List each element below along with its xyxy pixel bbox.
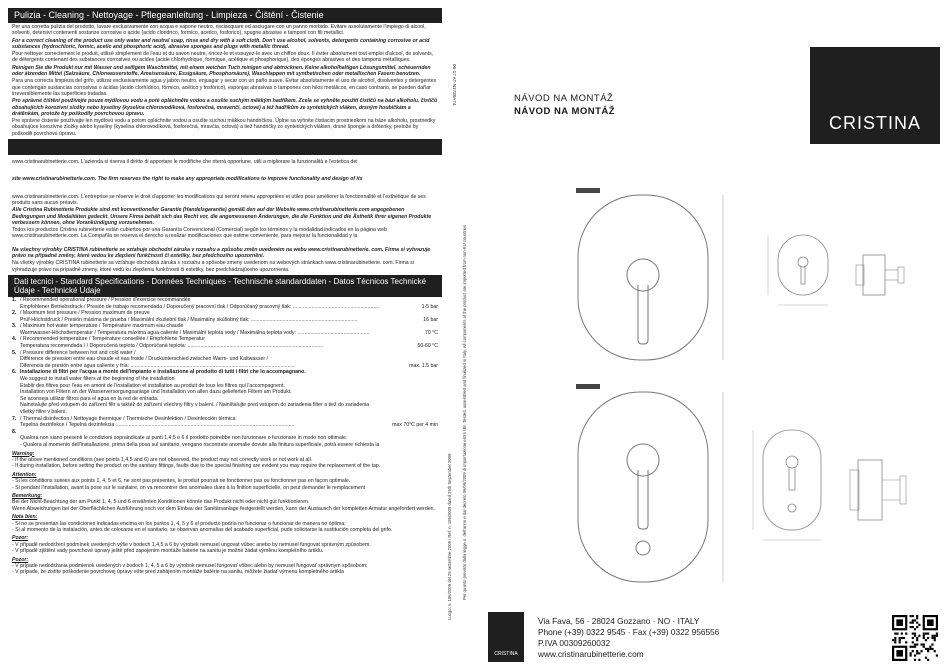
- spec-value: max. 1.5 bar: [409, 362, 438, 369]
- spec-number: [12, 402, 20, 409]
- warranty-header: [8, 139, 442, 155]
- spec-text: - Qualora al momento dell'installazione, prima della posa sul sanitario, vengano riscontrate anomalie dovute alla finitura superficiale, potrà essere richiesta la: [20, 441, 380, 448]
- note-line: - V případě nedodržení podmínek uvedených výše v bodech 1,4,5 a 6 by výrobek nemusel ungovat vůbec anebo by nemusel fungovat správným způsobem.: [12, 541, 371, 548]
- spec-header: Dati tecnici - Standard Specifications - Données Techniques - Technische standarddaten - Datos Técnicos Technické Údaje - Technické Údaje: [8, 275, 442, 297]
- spec-number: [12, 363, 20, 370]
- handle-knob: [627, 444, 659, 476]
- brand-name: CRISTINA: [828, 113, 921, 133]
- spec-value: [436, 435, 438, 442]
- note-line: - V prípade nedodržania podmienok uvedených v bodoch 1, 4, 5 a 6 by výrobok nemusel fungovať vôbec alebo by nemusel fungovať správnym spôsobom;: [12, 563, 368, 570]
- spec-row: [12, 416, 438, 423]
- spec-text: / Thermal disinfection / Nettoyage thermique / Thermische Desinfektion / Desinfección térmica: [20, 415, 236, 422]
- spec-value: [436, 356, 438, 363]
- spec-row: [12, 297, 438, 304]
- instructions-column: [8, 8, 442, 663]
- spec-value: 1-5 bar: [421, 303, 438, 310]
- note-line: - Si les conditions suivies aux points 1, 4, 5 et 6, ne sont pas présentes, le produit pourrait ne fonctionner pas ou fonctionner pas en façon optimale.: [12, 478, 351, 485]
- cleaning-cz: Pro správné čištění používejte pouze mýdlovou vodu a poté opláchněte vodou a osušte suchým měkkým hadříkem. Zcela se vyhněte použití čističů na bázi alkoholu, čističů obsahujících korozivní složky nebo kyseliny (kyselina chlorovodíková, fosforečná, mravenčí, octové) a též hadříkům ze syntetických vláken, drsným houbičkám a drátěnkám, protože by poškodily povrchovou úpravu.: [12, 98, 438, 117]
- company-footer: [488, 612, 950, 664]
- spec-value: [436, 416, 438, 423]
- spec-text: / Maximum hot water temperature / Température maximum eau chaude: [20, 323, 184, 330]
- note-line: - Si no se presentan las condiciones indicadas encima en los puntos 1, 4, 5 y 6 el producto podría no funcionar o funcionar de manera no óptima;: [12, 520, 346, 527]
- spec-text: Warmwasser-Höchsttemperatur / Temperatura máxima agua caliente / Maximální teplota vody / Maximálna teplota vody: ..................................................: [20, 329, 370, 336]
- spec-number: [12, 389, 20, 396]
- spec-number: [12, 422, 20, 429]
- note-line: Wenn Abweichungen bei der Oberflächlichen Ausführung noch vor dem Einbau der Sanitärsanlage festgestellt werden, kann der Austausch der kompletten Armatur angefordert werden.: [12, 505, 435, 512]
- spec-text: Différence de pression entre eau chaude et eau froide / Druckunterschied zwischen Warm- und Kaltwasser /: [20, 356, 268, 363]
- footer-logo-text: CRISTINA: [494, 651, 518, 657]
- spec-number: [12, 317, 20, 324]
- cover-panel: [478, 0, 950, 670]
- spec-row: [12, 396, 438, 403]
- spec-value: [436, 369, 438, 376]
- mixer-drawing-single: [538, 180, 938, 370]
- note-line: - V prípade, že zistíte poškodenie povrchovej úpravy ešte pred zahájením montáže batérie na sanitu, môžete žiadať výmenu kompletného artikla: [12, 569, 344, 576]
- rights-de: Alle Cristina Rubinetterie Produkte sind mit konventioneller Garantie (Handelsgarantie) gemäß den auf der Website www.cristinarubinetterie.com angegebenen Bedingungen und Modalitäten gedeckt. Unsere Firma behält sich das Recht vor, die angemessenen Änderungen, die die Funktion und die Ästhetik ihrer eigenen Produkte verbessern können, ohne Vorankündigung vorzunehmen.: [12, 207, 432, 226]
- assembly-title-bold: NÁVOD NA MONTÁŽ: [514, 106, 616, 117]
- cleaning-de: Reinigen Sie die Produkt nur mit Wasser und seifigem Waschmittel, mit einem weichen Tuch reinigen und abtrocknen. Keine alkoholhaltigen Lösungsmittel, scheuernden oder ätzenden Mittel (Salzsäure, Chlorwasserstoffe, Ameisensäure, Essigsäure, Phosphorsäure), Waschlappen mit synthetischen oder metallischen Fasern benutzen.: [12, 64, 431, 78]
- legal-note-left: Luogo: n. 186/2009 del 25 settembre 2009 / Ref. n. 186/2009 dated 25th September 2009: [447, 453, 452, 620]
- spec-text: všetky filtre v balení.: [20, 409, 67, 415]
- spec-number: [12, 396, 20, 403]
- rights-it: www.cristinarubinetterie.com. L'azienda si riserva il diritto di apportare le modifiche che riterrà opportune, utili a migliorare la funzionalità e l'estetica dei: [12, 159, 358, 166]
- spec-number: 5.: [12, 349, 17, 356]
- spec-value: 16 bar: [423, 316, 438, 323]
- spec-row: [12, 330, 438, 337]
- note-line: - If the above mentioned conditions (see points 1,4,5 and 6) are not observed, the product may not correctly work or not work at all.: [12, 456, 313, 463]
- notes-list: [8, 451, 442, 576]
- spec-text: Prüf-Höchstdruck / Presión máxima de prueba / Maximální zkušební tlak / Maximálny skúšobný tlak: ..........................................................................: [20, 316, 358, 323]
- spec-number: [12, 356, 20, 363]
- cleaning-sk: Pre správne čistenie používajte len mydlovú vodu a potom opláchnite vodou a osušte suchou mäkkou handričkou. Úplne sa vyhnite čistiacim prostriedkom na báze alkoholu, prostriedky obsahujúce korozívne zložky alebo kyseliny (kyselina chlorovodíková, fosforečná, mravčia, octová) a tiež handričky zo syntetických vlákien, drsné špongie a drôtenky, pretože by poškodili povrchovú úpravu.: [12, 118, 436, 137]
- spec-text: Nainstalujte před vstupem do zařízení filtr a taktéž do zařízení všechny filtry v balení. / Nainštalujte pred vstupom do zariadenia filter a tiež do zariadenia: [20, 402, 370, 409]
- spec-number: [12, 304, 20, 311]
- spec-row: [12, 323, 438, 330]
- note-heading: Attention:: [12, 471, 37, 478]
- spec-text: Etablir des filtres pour l'eau en amont de l'installation et installation au produit de tous les filtres qui l'accompagnent.: [20, 382, 285, 389]
- cleaning-it: Per una corretta pulizia del prodotto, lavare esclusivamente con acqua e sapone neutro, risciacquare ed asciugare con un panno morbido. Evitare assolutamente l'impiego di alcool, solventi, detersivi contenenti sostanze corrosive o acide (acido cloridrico, formico, acetico, fosforico), spugne abrasive e tamponi con fili metallici.: [12, 24, 426, 37]
- dimension-tag: [576, 188, 600, 193]
- brand-logo: [810, 47, 940, 144]
- cleaning-es: Para una correcta limpieza del grifo, utilizar exclusivamente agua y jabón neutro, enjuagar y secar con un paño suave. Evitar absolutamente el uso de alcohol, disolventes y detergentes que contengan sustancias corrosivas o ácidas (ácido clorhídrico, fórmico, acético y fosfórico), esponjas abrasivas o tampones con hilos metálicos, en caso contrario, se pueden dañar irreversiblemente las superficies tratadas.: [12, 78, 437, 97]
- spec-text: Diferencia de presión entre agua caliente y fría: ..................................................................................................................: [20, 362, 295, 369]
- spec-value: [436, 297, 438, 304]
- spec-number: 8.: [12, 428, 17, 435]
- rights-es: Todos los productos Cristina rubinetterie están cubiertos por una Garantía Convencional (Comercial) según los términos y la modalidad indicados en la página web www.cristinarubinetterie.com. La Compañía se reserva el derecho a realizar modificaciones que estime conveniente, para mejorar la funcionalidad y la: [12, 227, 387, 240]
- spec-value: [436, 336, 438, 343]
- spec-row: [12, 383, 438, 390]
- spec-row: [12, 363, 438, 370]
- handle-lever: [638, 285, 648, 344]
- spec-row: [12, 310, 438, 317]
- spec-number: [12, 330, 20, 337]
- legal-note-mid: Per quanto previsto dalla legge n. dell'anno e dal decreto 06/09/2009 di importazione entro UE. Tested, assembled and finalized in Italy. All components of the product are imported from non-EU countries: [462, 225, 467, 600]
- spec-number: 2.: [12, 310, 17, 317]
- spec-value: max 70°C per 4 min: [392, 422, 438, 429]
- spec-row: [12, 317, 438, 324]
- dimension-tag: [576, 384, 600, 389]
- qr-code: [892, 615, 938, 661]
- spec-value: [436, 383, 438, 390]
- handle-knob: [627, 259, 659, 291]
- spec-text: Installazione di filtri per l'acqua a monte dell'impianto e installazione al prodotto di tutti i filtri che lo accompagnano.: [20, 369, 306, 376]
- spec-value: [436, 376, 438, 383]
- spec-row: [12, 435, 438, 442]
- spec-row: [12, 343, 438, 350]
- company-address: [538, 616, 719, 660]
- mixer-drawing-diverter: [538, 370, 938, 590]
- spec-value: [436, 402, 438, 409]
- spec-row: [12, 409, 438, 416]
- spec-text: / Recommended temperature / Température conseillée / Empfohlene Temperatur: [20, 336, 205, 343]
- spec-text: Temperatura recomendada / / Doporučená teplota / Odporúčaná teplota: ..............................................................................................: [20, 343, 324, 350]
- spec-number: [12, 383, 20, 390]
- note-heading: Bemerkung:: [12, 493, 43, 499]
- spec-row: [12, 442, 438, 449]
- rights-cz: Na všechny výrobky CRISTINA rubinetterie se vztahuje obchodní záruka v rozsahu a způsobu změn uvedeném na webu www.cristinarubinetterie. com. Firma si vyhrazuje právo na případné změny, které vedou ke zlepšení funkčnosti či estetiky, bez předchozího upozornění.: [12, 246, 431, 260]
- spec-value: [436, 310, 438, 317]
- spec-row: [12, 336, 438, 343]
- rights-sk: Na všetky výrobky CRISTINA rubinetterie sa vzťahuje obchodná záruka v rozsahu a spôsobe zmeny uvedenom na webových stránkach www.cristinarubinetterie. com. Firma si vyhradzuje právo na prípadné zmeny, ktoré vedú ku zlepšeniu funkčnosti či estetiky, bez predchádzajúceho upozornenia.: [12, 260, 414, 273]
- vat-line: P.IVA 00309260032: [538, 638, 611, 648]
- assembly-title: NÁVOD NA MONTÁŽ: [514, 93, 614, 104]
- spec-text: Tepelná dezinfekce / Tepelná dezinfekcia ............................................................................................................................: [20, 422, 295, 429]
- cleaning-header: Pulizia - Cleaning - Nettoyage - Pflegeanleitung - Limpieza - Čištění - Čistenie: [8, 8, 442, 23]
- spec-row: [12, 402, 438, 409]
- spec-text: We suggest to install water filters at the beginning of the installation: [20, 376, 175, 383]
- spec-value: [436, 409, 438, 416]
- note-heading: Pozor:: [12, 556, 29, 563]
- spec-row: [12, 376, 438, 383]
- spec-text: [20, 429, 436, 436]
- spec-row: [12, 369, 438, 376]
- spec-row: [12, 356, 438, 363]
- spec-text: / Maximum test pressure / Pression maximum de preuve: [20, 310, 150, 317]
- spec-number: [12, 343, 20, 350]
- rights-fr: www.cristinarubinetterie.com. L'entreprise se réserve le droit d'apporter les modifications qui seront retenu appropriées et utiles pour améliorer la fonctionnalité et l'esthétique de ses produits sans aucun préavis.: [12, 193, 426, 206]
- note-heading: Nota bien:: [12, 514, 38, 521]
- cleaning-fr: Pour nettoyer correctement le produit, utilisé simplement de l'eau et du savon neutre, rincez-le et essuyez-le avec un chiffon doux. Il éviter absolument tout emploi d'alcool, de solvants, de détergents contenant des substances corrosives ou acides (acide chlorhydrique, formique, acétique et phosphorique), des éponges abrasives et des tampons métalliques.: [12, 51, 434, 64]
- phone-line: Phone (+39) 0322 9545 · Fax (+39) 0322 956556: [538, 627, 720, 637]
- spec-value: [436, 429, 438, 436]
- spec-number: 3.: [12, 323, 17, 330]
- spec-text: / Recommended operational pressure / Pression d'exercice recommandée: [20, 296, 191, 303]
- spec-value: 70 °C: [424, 329, 438, 336]
- spec-number: 7.: [12, 415, 17, 422]
- note-line: - Si pendant l'installation, avant la pose sur le sanitaire, on va rencontrer des anomalies dues à la finition superficielle, on peut demander le remplacement: [12, 484, 366, 491]
- spec-number: [12, 409, 20, 416]
- spec-number: [12, 376, 20, 383]
- spec-value: [436, 323, 438, 330]
- rights-en: site www.cristinarubinetterie.com. The firm reserves the right to make any appropriate modifications to improve functionality and design of its: [12, 176, 363, 183]
- warranty-text: [8, 158, 442, 273]
- spec-number: [12, 442, 20, 449]
- footer-logo: [488, 612, 524, 662]
- note-heading: Warning:: [12, 450, 35, 457]
- note-line: Bei der Nicht-Beachtung der am Punkt 1, 4, 5 und 6 erwähnten Konditionen könnte das Produkt nicht oder nicht gut funktionieren.: [12, 499, 310, 506]
- address-line: Via Fava, 56 · 28024 Gozzano · NO · ITALY: [538, 616, 700, 626]
- spec-value: 50-60 °C: [417, 343, 438, 350]
- spec-value: [436, 389, 438, 396]
- document-code: 06-17 AT-N1738A74: [452, 64, 457, 106]
- cleaning-text: [8, 23, 442, 137]
- diverter-knob: [636, 541, 650, 555]
- spec-value: [436, 396, 438, 403]
- spec-value: [436, 442, 438, 449]
- spec-text: Empfohlener Betriebsdruck / Presión de trabajo recomendada / Doporučený pracovní tlak / Odporúčaný pracovný tlak: ............................................................: [20, 303, 380, 310]
- spec-row: [12, 422, 438, 429]
- note-heading: Pozor:: [12, 535, 29, 542]
- spec-row: [12, 304, 438, 311]
- spec-list: [8, 297, 442, 449]
- spec-number: 1.: [12, 296, 17, 303]
- note-line: - If during installation, before setting the product on the sanitary fittings, faults due to the special finishing are evident you may require the replacement of the tap.: [12, 463, 381, 470]
- note-line: - Si al momento de la instalación, antes de colocarse en el sanitario, se observan anomalías del acabado superficial, pude solicitarse la sustitución completa del grifo.: [12, 527, 393, 534]
- spec-row: [12, 389, 438, 396]
- spec-number: [12, 435, 20, 442]
- cleaning-en: For a correct cleaning of the product use only water and neutral soap, rinse and dry with a soft cloth. Don't use alcohol, solvents, detergents containing corrosive or acid substances (hydrochloric, formic, acetic and phosphoric acid), abrasive sponges and plugs with metallic thread.: [12, 37, 430, 50]
- spec-text: Qualora non siano presenti le condizioni sopraindicate ai punti 1,4,5 e 6 il prodotto potrebbe non funzionare o funzionare in modo non ottimale.: [20, 435, 348, 442]
- spec-text: / Pressure difference between hot and cold water /: [20, 349, 136, 356]
- spec-text: Se aconseja utilizar filtros para el agua en la red de entrada.: [20, 395, 159, 402]
- spec-row: [12, 350, 438, 357]
- spec-row: [12, 429, 438, 436]
- note-line: - V případě zjištění vady povrchové úpravy ještě před zapojením montáže baterie na sanitu je možné žádat výměnu kompletního artiklu.: [12, 548, 324, 555]
- website-link[interactable]: www.cristinarubinetterie.com: [538, 649, 644, 659]
- spec-number: 6.: [12, 369, 17, 376]
- spec-value: [436, 350, 438, 357]
- handle-lever: [638, 470, 648, 529]
- spec-text: Installation von Filtern an der Wasserversorgungsanlage und Installation von allen dazu gelieferten Filtern am Produkt.: [20, 389, 292, 396]
- spec-number: 4.: [12, 336, 17, 343]
